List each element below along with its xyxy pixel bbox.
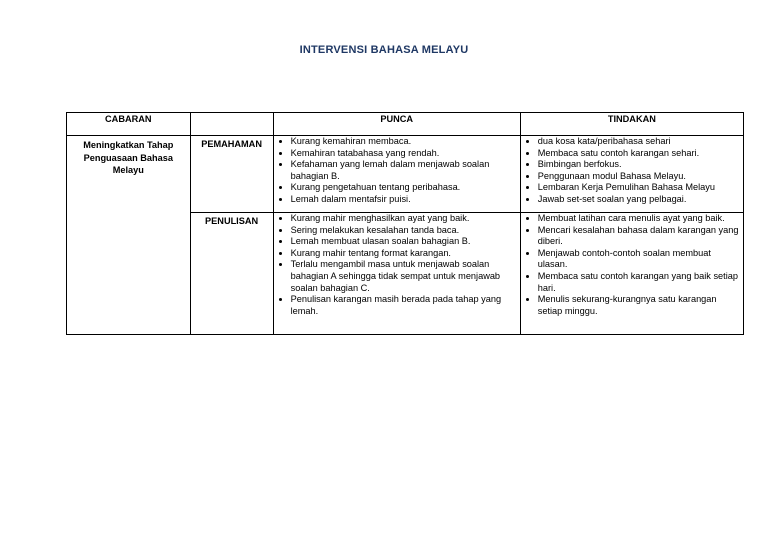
tindakan-cell bbox=[520, 136, 743, 213]
header-punca: PUNCA bbox=[273, 113, 520, 136]
list-item: • Mencari kesalahan bahasa dalam karangan yang diberi. bbox=[538, 225, 740, 248]
punca-cell bbox=[273, 213, 520, 335]
list-item: • Kurang mahir tentang format karangan. bbox=[291, 248, 517, 260]
list-item: • Kemahiran tatabahasa yang rendah. bbox=[291, 148, 517, 160]
list-item: • Kurang pengetahuan tentang peribahasa. bbox=[291, 182, 517, 194]
list-item: • Bimbingan berfokus. bbox=[538, 159, 740, 171]
cabaran-cell: Meningkatkan Tahap Penguasaan Bahasa Melayu bbox=[67, 136, 191, 335]
list-item: • Kefahaman yang lemah dalam menjawab soalan bahagian B. bbox=[291, 159, 517, 182]
list-item: • Membaca satu contoh karangan sehari. bbox=[538, 148, 740, 160]
punca-list bbox=[277, 136, 517, 206]
aspect-cell-pemahaman: PEMAHAMAN bbox=[190, 136, 273, 213]
list-item: • Menulis sekurang-kurangnya satu karangan setiap minggu. bbox=[538, 294, 740, 317]
tindakan-list bbox=[524, 213, 740, 317]
list-item: • Penulisan karangan masih berada pada tahap yang lemah. bbox=[291, 294, 517, 317]
list-item: • Membuat latihan cara menulis ayat yang baik. bbox=[538, 213, 740, 225]
tindakan-cell bbox=[520, 213, 743, 335]
list-item: • Jawab set-set soalan yang pelbagai. bbox=[538, 194, 740, 206]
list-item: • Lemah dalam mentafsir puisi. bbox=[291, 194, 517, 206]
header-blank bbox=[190, 113, 273, 136]
document-title: INTERVENSI BAHASA MELAYU bbox=[299, 44, 469, 56]
list-item: • Terlalu mengambil masa untuk menjawab soalan bahagian A sehingga tidak sempat untuk menjawab soalan bahagian C. bbox=[291, 259, 517, 294]
punca-list bbox=[277, 213, 517, 317]
list-item: • Lemah membuat ulasan soalan bahagian B. bbox=[291, 236, 517, 248]
list-item: • Penggunaan modul Bahasa Melayu. bbox=[538, 171, 740, 183]
punca-cell bbox=[273, 136, 520, 213]
list-item: • Kurang mahir menghasilkan ayat yang baik. bbox=[291, 213, 517, 225]
header-tindakan: TINDAKAN bbox=[520, 113, 743, 136]
table-row bbox=[67, 136, 744, 213]
header-cabaran: CABARAN bbox=[67, 113, 191, 136]
table-header-row bbox=[67, 113, 744, 136]
list-item: • Lembaran Kerja Pemulihan Bahasa Melayu bbox=[538, 182, 740, 194]
list-item: • Sering melakukan kesalahan tanda baca. bbox=[291, 225, 517, 237]
list-item: • Kurang kemahiran membaca. bbox=[291, 136, 517, 148]
list-item: • Menjawab contoh-contoh soalan membuat ulasan. bbox=[538, 248, 740, 271]
intervention-table bbox=[66, 112, 744, 335]
list-item: • Membaca satu contoh karangan yang baik setiap hari. bbox=[538, 271, 740, 294]
aspect-cell-penulisan: PENULISAN bbox=[190, 213, 273, 335]
list-item: • dua kosa kata/peribahasa sehari bbox=[538, 136, 740, 148]
tindakan-list bbox=[524, 136, 740, 206]
